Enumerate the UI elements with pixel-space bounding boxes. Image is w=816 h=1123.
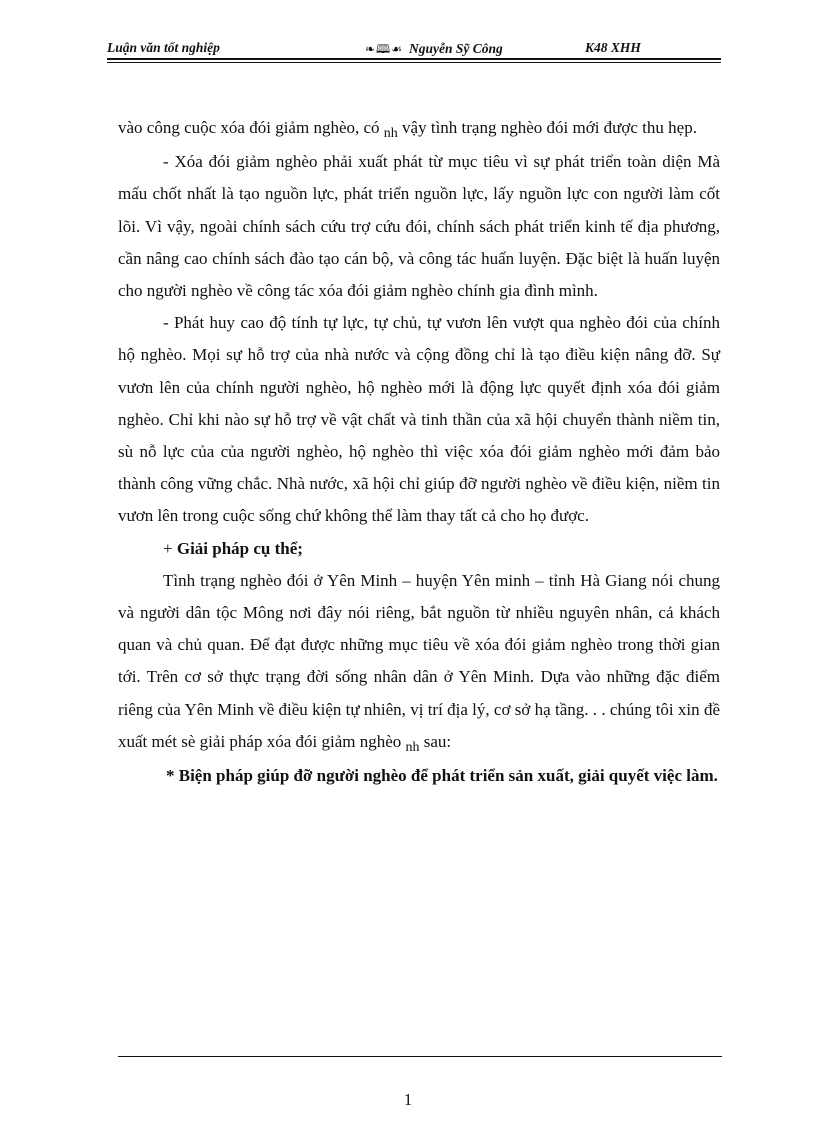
header-thesis-label: Luận văn tốt nghiệp: [107, 40, 220, 55]
header-divider: [107, 58, 721, 60]
paragraph-1: vào công cuộc xóa đói giảm nghèo, có $_{nh}$ vậy tình trạng nghèo đói mới được thu hẹp.: [118, 118, 697, 141]
typo-subscript: nh: [405, 739, 420, 755]
document-body: [118, 112, 720, 792]
paragraph-2: - Xóa đói giảm nghèo phải xuất phát từ mục tiêu vì sự phát triển toàn diện Mà mấu chốt nhất là tạo nguồn lực, phát triển nguồn lực, lấy nguồn lực con người làm cốt lõi. Vì vậy, ngoài chính sách cứu trợ cứu đói, chính sách phát triển kinh tế địa phương, cần nâng cao chính sách đào tạo cán bộ, và công tác huấn luyện. Đặc biệt là huấn luyện cho người nghèo về công tác xóa đói giảm nghèo chính gia đình mình.: [118, 152, 720, 301]
page-header: [107, 38, 721, 58]
footer-divider: [118, 1056, 722, 1057]
header-divider-thin: [107, 62, 721, 63]
section-heading-text: Giải pháp cụ thể;: [176, 538, 303, 558]
subsection-heading: * Biện pháp giúp đỡ người nghèo để phát triển sản xuất, giải quyết việc làm.: [166, 766, 718, 786]
header-class-code: K48 XHH: [585, 40, 641, 55]
paragraph-4: Tình trạng nghèo đói ở Yên Minh – huyện Yên minh – tỉnh Hà Giang nói chung và người dân tộc Mông nơi đây nói riêng, bắt nguồn từ nhiều nguyên nhân, cả khách quan và chủ quan. Để đạt được những mục tiêu về xóa đói giảm nghèo trong thời gian tới. Trên cơ sở thực trạng đời sống nhân dân ở Yên Minh. Dựa vào những đặc điểm riêng của Yên Minh về điều kiện tự nhiên, vị trí địa lý, cơ sở hạ tầng. . . chúng tôi xin đề xuất mét sè giải pháp xóa đói giảm nghèo $_{nh}$ sau:: [118, 570, 720, 755]
typo-subscript: nh: [383, 126, 398, 141]
header-author-name: Nguyễn Sỹ Công: [408, 41, 503, 56]
section-heading: + Giải pháp cụ thể;: [163, 538, 303, 558]
paragraph-3: - Phát huy cao độ tính tự lực, tự chủ, tự vươn lên vượt qua nghèo đói của chính hộ nghèo. Mọi sự hỗ trợ của nhà nước và cộng đồng chỉ là tạo điều kiện nâng đỡ. Sự vươn lên của chính người nghèo, hộ nghèo mới là động lực quyết định xóa đói giảm nghèo. Chỉ khi nào sự hỗ trợ về vật chất và tinh thần của xã hội chuyển thành niềm tin, sù nỗ lực của của người nghèo, hộ nghèo thì việc xóa đói giảm nghèo mới đảm bảo thành công vững chắc. Nhà nước, xã hội chỉ giúp đỡ người nghèo về điều kiện, niềm tin vươn lên trong cuộc sống chứ không thể làm thay tất cả cho họ được.: [118, 313, 720, 526]
page-number: 1: [403, 1090, 413, 1109]
book-ornament-icon: ❧🕮☙: [365, 42, 403, 56]
